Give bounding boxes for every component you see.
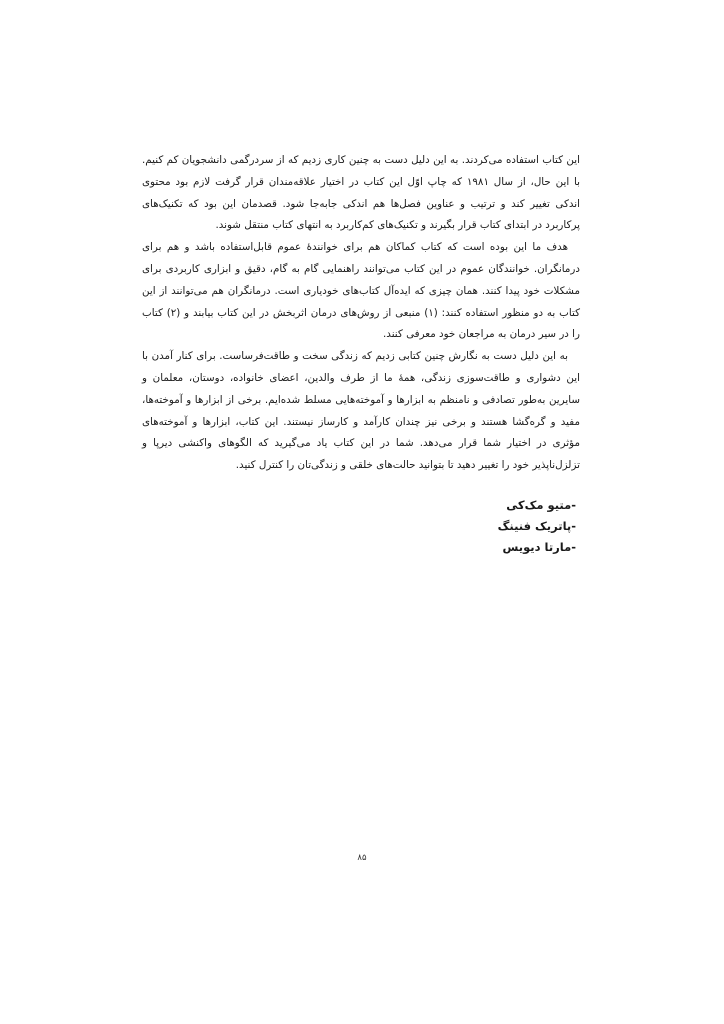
author-signature: -پاتریک فنینگ — [497, 518, 576, 533]
page-number: ۸۵ — [357, 853, 367, 863]
author-signature: -مارتا دیویس — [502, 539, 576, 554]
paragraph-1: این کتاب استفاده می‌کردند. به این دلیل دست به چنین کاری زدیم که از سردرگمی دانشجویان کم کنیم. با این حال، از سال ۱۹۸۱ که چاپ اوّل این کتاب در اختیار علاقه‌مندان قرار گرفت لازم بود محتوی اندکی تغییر کند و ترتیب و عناوین فصل‌ها هم اندکی جابه‌جا شود. قصدمان این بود که تکنیک‌های پرکاربرد در ابتدای کتاب قرار بگیرند و تکنیک‌های کم‌کاربرد به انتهای کتاب منتقل شوند. — [142, 154, 580, 232]
paragraph-2: هدف ما این بوده است که کتاب کماکان هم برای خوانندهٔ عموم قابل‌استفاده باشد و هم برای درمانگران. خوانندگان عموم در این کتاب می‌توانند راهنمایی گام به گام، دقیق و ابزاری کاربردی برای مشکلات خود پیدا کنند. همان چیزی که ایده‌آل کتاب‌های خودیاری است. درمانگران هم می‌توانند از این کتاب به دو منظور استفاده کنند: (۱) منبعی از روش‌های درمان اثربخش در این کتاب بیابند و (۲) کتاب را در سیر درمان به مراجعان خود معرفی کنند. — [142, 241, 580, 341]
paragraph-3: به این دلیل دست به نگارش چنین کتابی زدیم که زندگی سخت و طاقت‌فرساست. برای کنار آمدن با این دشواری و طاقت‌سوزی زندگی، همهٔ ما از طرف والدین، اعضای خانواده، دوستان، معلمان و سایرین به‌طور تصادفی و نامنظم به ابزارها و آموخته‌هایی مسلط شده‌ایم. برخی از ابزارها و آموخته‌ها، مفید و گره‌گشا هستند و برخی نیز چندان کارآمد و کارساز نیستند. این کتاب، ابزارها و آموخته‌های مؤثری در اختیار شما قرار می‌دهد. شما در این کتاب یاد می‌گیرید که الگوهای واکنشی دیرپا و تزلزل‌ناپذیر خود را تغییر دهید تا بتوانید حالت‌های خلقی و زندگی‌تان را کنترل کنید. — [142, 350, 580, 472]
author-signature: -متیو مک‌کی — [506, 497, 576, 512]
author-signatures — [142, 495, 580, 558]
page-content — [142, 150, 580, 558]
